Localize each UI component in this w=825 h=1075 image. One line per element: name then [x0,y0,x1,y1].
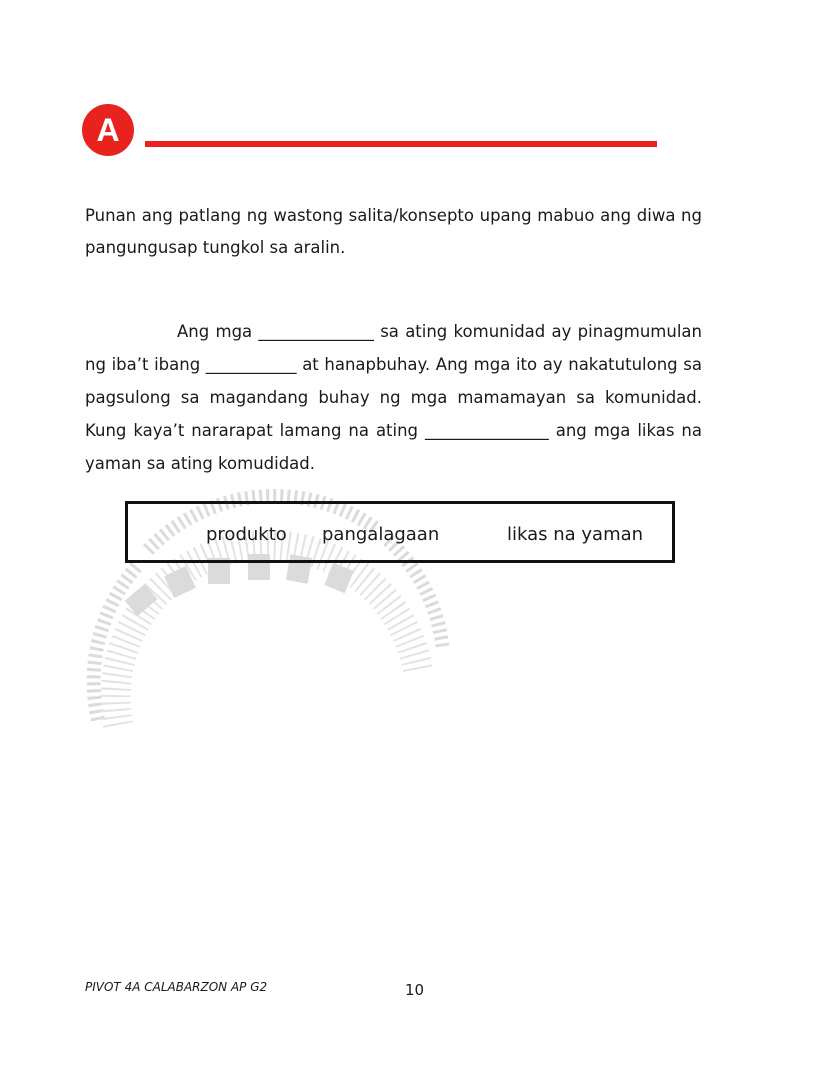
word-bank-item: produkto [206,524,287,545]
page-number: 10 [405,981,425,999]
word-bank-item: likas na yaman [507,524,644,545]
word-bank-item: pangalagaan [322,524,440,545]
section-letter: A [96,111,120,148]
header-rule [145,141,657,147]
fill-in-passage: Ang mga ______________ sa ating komunidad ay pinagmumulan ng iba’t ibang ___________ at hanapbuhay. Ang mga ito ay nakatutulong sa pagsulong sa magandang buhay ng mga mamamayan sa komunidad. Kung kaya’t nararapat lamang na ating _______________ ang mga likas na yaman sa ating komudidad. [85,322,702,473]
footer-label: PIVOT 4A CALABARZON AP G2 [85,980,268,994]
section-badge [82,104,134,156]
instructions: Punan ang patlang ng wastong salita/konsepto upang mabuo ang diwa ng pangungusap tungkol sa aralin. [85,206,702,257]
word-bank [125,501,675,563]
